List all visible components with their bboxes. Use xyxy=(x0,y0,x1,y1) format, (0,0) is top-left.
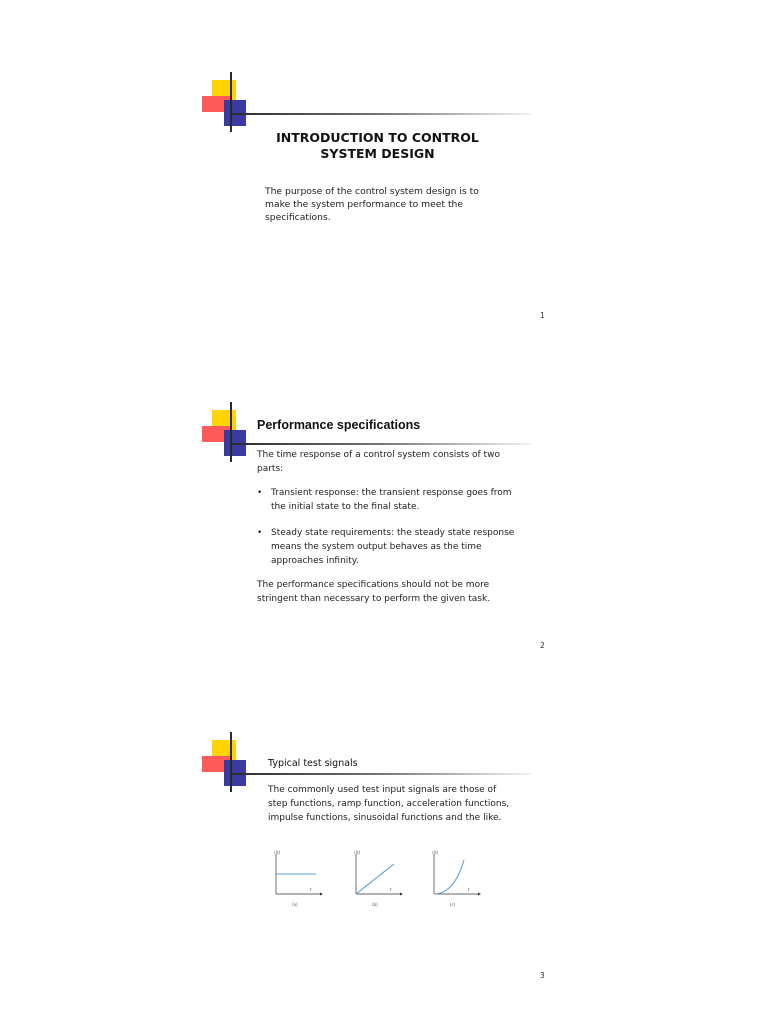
page-number: 3 xyxy=(540,971,545,980)
figure-label-a: (a) xyxy=(292,902,298,907)
axis-t-label: t xyxy=(468,887,470,892)
slide-1 xyxy=(0,0,768,330)
ramp-signal-plot xyxy=(350,850,410,910)
slide-intro: The time response of a control system consists of two parts: xyxy=(257,450,500,474)
logo-horizontal-line xyxy=(232,773,532,775)
axis-y-label: r(t) xyxy=(274,850,281,855)
axis-t-label: t xyxy=(310,887,312,892)
slide-title: INTRODUCTION TO CONTROL SYSTEM DESIGN xyxy=(276,130,479,161)
axis-y-label: r(t) xyxy=(432,850,439,855)
test-signal-figures xyxy=(270,850,520,910)
figure-label-c: (c) xyxy=(450,902,456,907)
acceleration-signal-plot xyxy=(428,850,488,910)
logo-vertical-line xyxy=(230,732,232,792)
bullet-text: Steady state requirements: the steady state response means the system output behaves as the time approaches infinity. xyxy=(271,528,515,566)
logo-horizontal-line xyxy=(232,113,532,115)
slide-body: The commonly used test input signals are those of step functions, ramp function, acceleration functions, impulse functions, sinusoidal functions and the like. xyxy=(268,785,510,823)
slide-closing: The performance specifications should not be more stringent than necessary to perform the given task. xyxy=(257,580,491,604)
slide-3 xyxy=(0,660,768,1024)
ramp-signal-line xyxy=(356,864,394,894)
logo-vertical-line xyxy=(230,72,232,132)
acceleration-signal-curve xyxy=(434,860,464,894)
logo-vertical-line xyxy=(230,402,232,462)
bullet-icon: • xyxy=(257,528,263,538)
bullet-icon: • xyxy=(257,488,263,498)
axis-y-label: r(t) xyxy=(354,850,361,855)
step-signal-plot xyxy=(270,850,330,910)
figure-label-b: (b) xyxy=(372,902,378,907)
slide-2 xyxy=(0,330,768,660)
page-number: 2 xyxy=(540,641,545,650)
slide-body: The purpose of the control system design is to make the system performance to meet the specifications. xyxy=(265,186,479,223)
page-number: 1 xyxy=(540,311,545,320)
slide-title: Typical test signals xyxy=(268,758,358,769)
logo-horizontal-line xyxy=(232,443,532,445)
axis-t-label: t xyxy=(390,887,392,892)
bullet-text: Transient response: the transient response goes from the initial state to the final state. xyxy=(271,488,512,512)
slide-title: Performance specifications xyxy=(257,418,421,432)
